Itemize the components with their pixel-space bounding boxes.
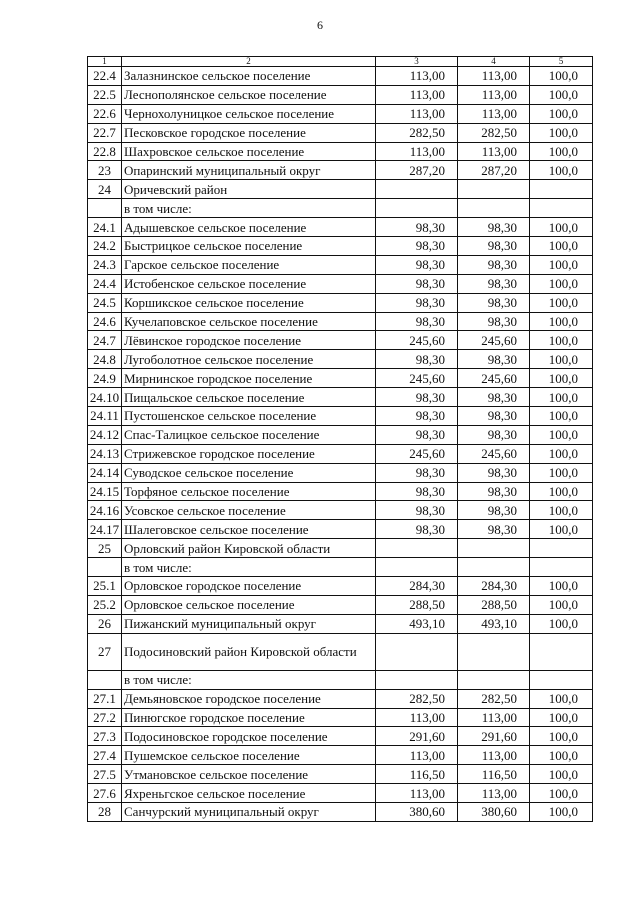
header-cell-2: 2 — [122, 57, 376, 67]
value-percent: 100,0 — [530, 444, 593, 463]
row-number: 24.15 — [88, 482, 122, 501]
value-col4: 98,30 — [458, 388, 530, 407]
value-col3: 98,30 — [376, 312, 458, 331]
value-col3: 98,30 — [376, 407, 458, 426]
municipality-name: Лугоболотное сельское поселение — [122, 350, 376, 369]
value-percent: 100,0 — [530, 312, 593, 331]
municipality-name: Леснополянское сельское поселение — [122, 85, 376, 104]
municipality-name: Пушемское сельское поселение — [122, 746, 376, 765]
table-row — [88, 274, 593, 293]
row-number: 22.7 — [88, 123, 122, 142]
value-col4: 282,50 — [458, 689, 530, 708]
value-col4: 98,30 — [458, 312, 530, 331]
municipality-name: Утмановское сельское поселение — [122, 765, 376, 784]
value-col4: 291,60 — [458, 727, 530, 746]
value-col4: 245,60 — [458, 444, 530, 463]
row-number: 24.1 — [88, 218, 122, 237]
table-row — [88, 388, 593, 407]
value-col3 — [376, 558, 458, 577]
value-col4: 98,30 — [458, 274, 530, 293]
table-row — [88, 237, 593, 256]
row-number: 24.6 — [88, 312, 122, 331]
value-percent: 100,0 — [530, 765, 593, 784]
value-col3: 113,00 — [376, 104, 458, 123]
value-percent: 100,0 — [530, 161, 593, 180]
value-percent: 100,0 — [530, 482, 593, 501]
value-col3: 98,30 — [376, 255, 458, 274]
value-col4: 245,60 — [458, 331, 530, 350]
row-number: 24.13 — [88, 444, 122, 463]
value-percent — [530, 633, 593, 670]
value-col3: 493,10 — [376, 614, 458, 633]
municipality-name: Пинюгское городское поселение — [122, 708, 376, 727]
value-col4: 113,00 — [458, 708, 530, 727]
header-cell-3: 3 — [376, 57, 458, 67]
value-col4: 98,30 — [458, 520, 530, 539]
value-percent: 100,0 — [530, 331, 593, 350]
table-row — [88, 633, 593, 670]
value-col3: 282,50 — [376, 689, 458, 708]
row-number: 25 — [88, 539, 122, 558]
value-percent: 100,0 — [530, 784, 593, 803]
row-number: 27 — [88, 633, 122, 670]
value-percent: 100,0 — [530, 746, 593, 765]
table-row — [88, 463, 593, 482]
municipality-name: Оричевский район — [122, 180, 376, 199]
table-row — [88, 689, 593, 708]
municipality-name: Опаринский муниципальный округ — [122, 161, 376, 180]
value-percent: 100,0 — [530, 520, 593, 539]
table-row — [88, 142, 593, 161]
row-number: 24.3 — [88, 255, 122, 274]
row-number: 22.6 — [88, 104, 122, 123]
municipality-name: в том числе: — [122, 670, 376, 689]
municipality-name: Шахровское сельское поселение — [122, 142, 376, 161]
row-number: 24.14 — [88, 463, 122, 482]
page-number: 6 — [317, 18, 323, 32]
row-number: 27.6 — [88, 784, 122, 803]
municipality-name: Орловское городское поселение — [122, 577, 376, 596]
table-row — [88, 539, 593, 558]
table-row — [88, 520, 593, 539]
value-col3: 98,30 — [376, 520, 458, 539]
table-row — [88, 614, 593, 633]
row-number: 24.2 — [88, 237, 122, 256]
value-percent: 100,0 — [530, 85, 593, 104]
table-row — [88, 369, 593, 388]
municipality-name: Быстрицкое сельское поселение — [122, 237, 376, 256]
row-number: 22.4 — [88, 67, 122, 86]
row-number: 23 — [88, 161, 122, 180]
value-col3 — [376, 670, 458, 689]
municipality-name: Подосиновский район Кировской области — [122, 633, 376, 670]
municipality-name: Чернохолуницкое сельское поселение — [122, 104, 376, 123]
row-number — [88, 199, 122, 218]
municipality-name: Демьяновское городское поселение — [122, 689, 376, 708]
header-cell-5: 5 — [530, 57, 593, 67]
value-col3: 98,30 — [376, 501, 458, 520]
row-number: 27.1 — [88, 689, 122, 708]
value-percent: 100,0 — [530, 407, 593, 426]
header-cell-1: 1 — [88, 57, 122, 67]
table-row — [88, 425, 593, 444]
value-percent — [530, 670, 593, 689]
row-number: 27.5 — [88, 765, 122, 784]
value-col4: 98,30 — [458, 350, 530, 369]
row-number: 24.12 — [88, 425, 122, 444]
value-col4: 380,60 — [458, 802, 530, 821]
table-row — [88, 161, 593, 180]
municipality-name: Кучелаповское сельское поселение — [122, 312, 376, 331]
value-percent: 100,0 — [530, 369, 593, 388]
row-number: 27.3 — [88, 727, 122, 746]
table-row — [88, 727, 593, 746]
municipality-name: Орловский район Кировской области — [122, 539, 376, 558]
municipality-name: Истобенское сельское поселение — [122, 274, 376, 293]
value-col4: 287,20 — [458, 161, 530, 180]
row-number: 28 — [88, 802, 122, 821]
value-col4: 98,30 — [458, 482, 530, 501]
municipality-name: Залазнинское сельское поселение — [122, 67, 376, 86]
value-col4: 113,00 — [458, 142, 530, 161]
table-row — [88, 85, 593, 104]
value-percent: 100,0 — [530, 425, 593, 444]
table-row — [88, 577, 593, 596]
value-col4: 98,30 — [458, 293, 530, 312]
municipality-name: Мирнинское городское поселение — [122, 369, 376, 388]
municipality-name: Спас-Талицкое сельское поселение — [122, 425, 376, 444]
row-number: 24.11 — [88, 407, 122, 426]
table-row — [88, 746, 593, 765]
municipality-name: Подосиновское городское поселение — [122, 727, 376, 746]
value-col3: 113,00 — [376, 784, 458, 803]
table-row — [88, 482, 593, 501]
value-col3: 98,30 — [376, 218, 458, 237]
row-number — [88, 558, 122, 577]
row-number: 22.8 — [88, 142, 122, 161]
value-percent: 100,0 — [530, 501, 593, 520]
value-col3: 98,30 — [376, 388, 458, 407]
value-percent: 100,0 — [530, 218, 593, 237]
value-col4 — [458, 180, 530, 199]
value-col3: 113,00 — [376, 85, 458, 104]
row-number: 25.2 — [88, 595, 122, 614]
municipality-name: Гарское сельское поселение — [122, 255, 376, 274]
value-col4: 493,10 — [458, 614, 530, 633]
value-col4: 116,50 — [458, 765, 530, 784]
value-col3: 380,60 — [376, 802, 458, 821]
value-col4: 98,30 — [458, 501, 530, 520]
municipality-name: Санчурский муниципальный округ — [122, 802, 376, 821]
row-number: 27.4 — [88, 746, 122, 765]
value-col4: 282,50 — [458, 123, 530, 142]
value-col4: 98,30 — [458, 407, 530, 426]
table-row — [88, 67, 593, 86]
row-number: 22.5 — [88, 85, 122, 104]
value-col3: 98,30 — [376, 293, 458, 312]
value-col3: 98,30 — [376, 482, 458, 501]
value-col3: 245,60 — [376, 444, 458, 463]
value-col4: 113,00 — [458, 746, 530, 765]
value-percent: 100,0 — [530, 463, 593, 482]
table-row — [88, 802, 593, 821]
value-percent: 100,0 — [530, 388, 593, 407]
value-percent: 100,0 — [530, 142, 593, 161]
table-row — [88, 407, 593, 426]
value-col3: 288,50 — [376, 595, 458, 614]
row-number: 24.7 — [88, 331, 122, 350]
table-row — [88, 293, 593, 312]
value-col4: 98,30 — [458, 255, 530, 274]
municipality-name: в том числе: — [122, 199, 376, 218]
value-col3: 113,00 — [376, 746, 458, 765]
table-row — [88, 123, 593, 142]
value-percent: 100,0 — [530, 802, 593, 821]
value-col3: 98,30 — [376, 350, 458, 369]
table-row — [88, 595, 593, 614]
row-number: 24.5 — [88, 293, 122, 312]
value-col3: 284,30 — [376, 577, 458, 596]
value-col4: 284,30 — [458, 577, 530, 596]
table-row — [88, 180, 593, 199]
value-col4: 98,30 — [458, 425, 530, 444]
row-number: 24.4 — [88, 274, 122, 293]
table-row — [88, 558, 593, 577]
value-col3: 98,30 — [376, 463, 458, 482]
value-col4: 245,60 — [458, 369, 530, 388]
value-col3: 287,20 — [376, 161, 458, 180]
row-number: 24 — [88, 180, 122, 199]
value-col3 — [376, 633, 458, 670]
row-number: 25.1 — [88, 577, 122, 596]
value-percent: 100,0 — [530, 274, 593, 293]
table-row — [88, 218, 593, 237]
value-percent — [530, 199, 593, 218]
value-col4: 113,00 — [458, 104, 530, 123]
table-body — [88, 57, 593, 822]
header-cell-4: 4 — [458, 57, 530, 67]
value-col4 — [458, 633, 530, 670]
municipality-name: Адышевское сельское поселение — [122, 218, 376, 237]
value-percent — [530, 180, 593, 199]
value-col4: 113,00 — [458, 67, 530, 86]
row-number: 24.16 — [88, 501, 122, 520]
value-percent: 100,0 — [530, 67, 593, 86]
value-percent: 100,0 — [530, 293, 593, 312]
municipality-name: Песковское городское поселение — [122, 123, 376, 142]
table-row — [88, 312, 593, 331]
value-col3: 245,60 — [376, 331, 458, 350]
value-percent: 100,0 — [530, 689, 593, 708]
row-number: 27.2 — [88, 708, 122, 727]
municipality-name: Пижанский муниципальный округ — [122, 614, 376, 633]
municipality-name: в том числе: — [122, 558, 376, 577]
value-percent: 100,0 — [530, 237, 593, 256]
value-col4: 98,30 — [458, 218, 530, 237]
row-number: 24.8 — [88, 350, 122, 369]
value-col3: 116,50 — [376, 765, 458, 784]
municipality-name: Пустошенское сельское поселение — [122, 407, 376, 426]
table-row — [88, 670, 593, 689]
value-percent: 100,0 — [530, 708, 593, 727]
municipality-name: Стрижевское городское поселение — [122, 444, 376, 463]
value-col3: 98,30 — [376, 425, 458, 444]
value-col3: 98,30 — [376, 274, 458, 293]
value-col3: 291,60 — [376, 727, 458, 746]
table-row — [88, 444, 593, 463]
municipality-name: Шалеговское сельское поселение — [122, 520, 376, 539]
municipality-name: Яхреньгское сельское поселение — [122, 784, 376, 803]
value-col4 — [458, 670, 530, 689]
value-percent — [530, 539, 593, 558]
municipality-name: Лёвинское городское поселение — [122, 331, 376, 350]
table-row — [88, 255, 593, 274]
municipality-name: Коршикское сельское поселение — [122, 293, 376, 312]
value-col4: 113,00 — [458, 85, 530, 104]
value-col3: 113,00 — [376, 142, 458, 161]
value-col3: 282,50 — [376, 123, 458, 142]
municipality-name: Суводское сельское поселение — [122, 463, 376, 482]
table-row — [88, 708, 593, 727]
row-number: 24.10 — [88, 388, 122, 407]
table-row — [88, 199, 593, 218]
table-row — [88, 104, 593, 123]
table-row — [88, 784, 593, 803]
value-percent: 100,0 — [530, 577, 593, 596]
value-col4: 113,00 — [458, 784, 530, 803]
municipality-name: Торфяное сельское поселение — [122, 482, 376, 501]
row-number: 24.17 — [88, 520, 122, 539]
value-col3: 113,00 — [376, 708, 458, 727]
municipality-name: Усовское сельское поселение — [122, 501, 376, 520]
value-percent: 100,0 — [530, 123, 593, 142]
value-percent: 100,0 — [530, 727, 593, 746]
municipality-name: Пищальское сельское поселение — [122, 388, 376, 407]
value-col4: 98,30 — [458, 237, 530, 256]
municipality-name: Орловское сельское поселение — [122, 595, 376, 614]
table-row — [88, 501, 593, 520]
row-number: 24.9 — [88, 369, 122, 388]
value-percent: 100,0 — [530, 595, 593, 614]
header-row — [88, 57, 593, 67]
value-col3: 245,60 — [376, 369, 458, 388]
value-col3: 113,00 — [376, 67, 458, 86]
row-number — [88, 670, 122, 689]
value-col4 — [458, 539, 530, 558]
value-col4 — [458, 199, 530, 218]
table-row — [88, 350, 593, 369]
value-percent: 100,0 — [530, 104, 593, 123]
value-col4: 288,50 — [458, 595, 530, 614]
value-percent — [530, 558, 593, 577]
value-col3 — [376, 539, 458, 558]
table-row — [88, 765, 593, 784]
value-percent: 100,0 — [530, 614, 593, 633]
value-percent: 100,0 — [530, 255, 593, 274]
value-col3 — [376, 180, 458, 199]
row-number: 26 — [88, 614, 122, 633]
allocation-table — [87, 56, 593, 822]
value-col4: 98,30 — [458, 463, 530, 482]
value-col3: 98,30 — [376, 237, 458, 256]
table-row — [88, 331, 593, 350]
value-col4 — [458, 558, 530, 577]
value-percent: 100,0 — [530, 350, 593, 369]
value-col3 — [376, 199, 458, 218]
